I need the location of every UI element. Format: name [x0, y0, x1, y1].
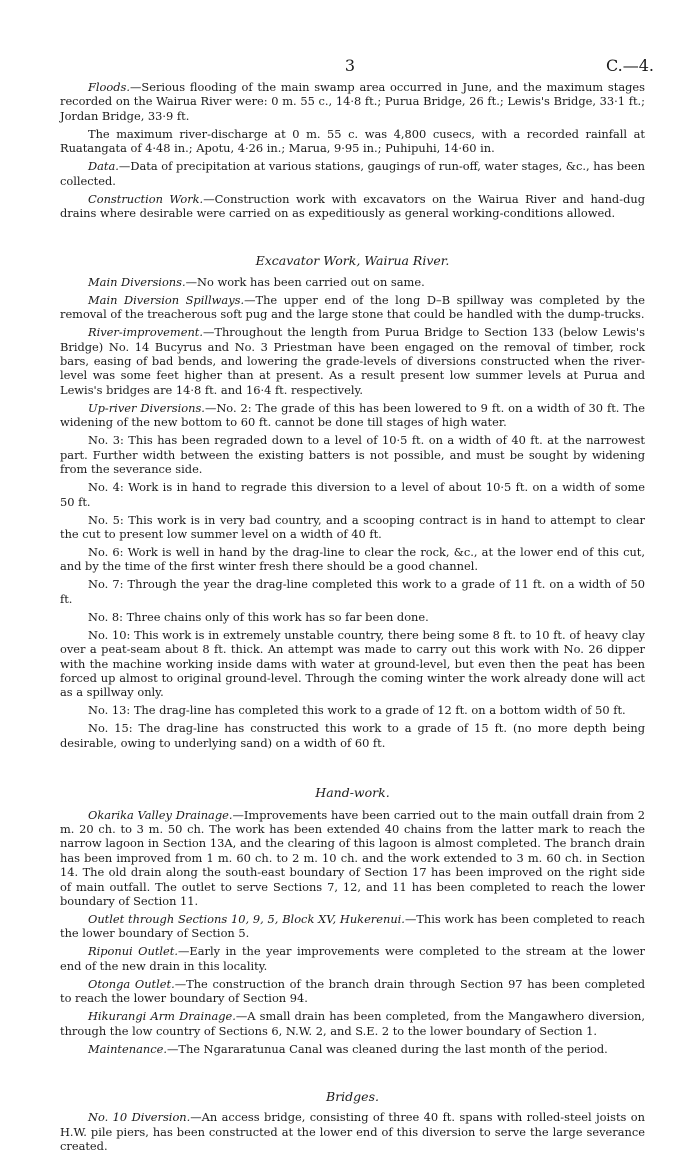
paragraph-text: No. 15: The drag-line has constructed this work to a grade of 15 ft. (no more depth being desirable, owing to underlying sand) on a width of 60 ft.: [60, 721, 645, 750]
paragraph-text: No. 6: Work is well in hand by the drag-line to clear the rock, &c., at the lower end of this cut, and by the time of the first winter fresh there should be a good channel.: [60, 544, 645, 574]
paragraph-text: —The upper end of the long D–B spillway was completed by the removal of the treacherous soft pug and the large stone that could be handled with the dump-trucks.: [60, 292, 645, 322]
paragraph-lead: Riponui Outlet.: [88, 944, 178, 959]
paragraph-lead: Hikurangi Arm Drainage.: [88, 1009, 236, 1024]
handwork-paragraph: [60, 977, 645, 1006]
paragraph-text: —This work has been completed to reach the lower boundary of Section 5.: [60, 912, 646, 941]
handwork-paragraph: [60, 1042, 645, 1056]
section-heading-handwork: Hand-work.: [315, 785, 390, 801]
paragraph-lead: Floods.: [88, 80, 131, 94]
paragraph-text: No. 4: Work is in hand to regrade this diversion to a level of about 10·5 ft. on a width of some 50 ft.: [60, 480, 645, 509]
paragraph-text: —Data of precipitation at various stations, gaugings of run-off, water stages, &c., has been collected.: [60, 159, 645, 188]
handwork-paragraph: [60, 912, 645, 941]
paragraph-text: —The construction of the branch drain through Section 97 has been completed to reach the lower boundary of Section 94.: [60, 976, 645, 1006]
paragraph-text: —Improvements have been carried out to the main outfall drain from 2 m. 20 ch. to 3 m. 50 ch. The work has been extended 40 chains from the latter mark to reach the narrow lagoon in Section 13A, and the clearing of this lagoon is almost completed. The branch drain has been improved from 1 m. 60 ch. to 2 m. 10 ch. and the work extended to 3 m. 60 ch. in Section 14. The old drain along the south-east boundary of Section 17 has been improved on the right side of main outfall. The outlet to serve Sections 7, 12, and 11 has been completed to reach the lower boundary of Section 11.: [60, 807, 645, 908]
page-number: 3: [344, 56, 356, 75]
paragraph-lead: River-improvement.: [88, 325, 203, 340]
excavator-paragraph: [60, 577, 645, 606]
paragraph-lead: Main Diversion Spillways.: [88, 292, 245, 307]
excavator-paragraph: [60, 480, 645, 509]
paragraph-lead: Construction Work.: [88, 191, 204, 206]
intro-paragraph: [60, 127, 645, 156]
paragraph-text: —No. 2: The grade of this has been lowered to 9 ft. on a width of 30 ft. The widening of the new bottom to 60 ft. cannot be done till stages of high water.: [60, 400, 645, 430]
intro-paragraph: [60, 159, 645, 188]
paragraph-text: No. 13: The drag-line has completed this work to a grade of 12 ft. on a bottom width of 50 ft.: [88, 703, 626, 718]
paragraph-text: —Construction work with excavators on the Wairua River and hand-dug drains where desirable were carried on as expeditiously as general working-conditions allowed.: [60, 191, 645, 221]
document-reference: C.—4.: [605, 56, 654, 75]
paragraph-lead: Main Diversions.: [88, 274, 186, 289]
excavator-paragraph: [60, 610, 645, 624]
excavator-paragraph: [60, 628, 645, 700]
paragraph-text: —A small drain has been completed, from the Mangawhero diversion, through the low country of Sections 6, N.W. 2, and S.E. 2 to the lower boundary of Section 1.: [60, 1009, 646, 1038]
intro-paragraph: [60, 192, 645, 221]
excavator-paragraph: [60, 433, 645, 476]
excavator-paragraph: [60, 545, 645, 574]
excavator-paragraph: [60, 721, 645, 750]
paragraph-text: —Serious flooding of the main swamp area occurred in June, and the maximum stages recorded on the Wairua River were: 0 m. 55 c., 14·8 ft.; Purua Bridge, 26 ft.; Lewis's Bridge, 33·1 ft.; Jordan Bridge, 33·9 ft.: [60, 80, 645, 123]
excavator-paragraph: [60, 325, 645, 397]
bridges-section: [60, 1110, 645, 1153]
paragraph-text: No. 3: This has been regraded down to a level of 10·5 ft. on a width of 40 ft. at the narrowest part. Further width between the existing batters is not possible, and must be sought by widening from the severance side.: [60, 433, 645, 477]
handwork-section: [60, 808, 645, 1056]
paragraph-lead: Otonga Outlet.: [88, 976, 175, 991]
paragraph-text: No. 8: Three chains only of this work has so far been done.: [88, 609, 429, 624]
handwork-paragraph: [60, 808, 645, 909]
page-body: [60, 80, 645, 1157]
handwork-paragraph: [60, 944, 645, 973]
paragraph-lead: No. 10 Diversion.: [88, 1110, 191, 1125]
paragraph-text: No. 7: Through the year the drag-line completed this work to a grade of 11 ft. on a width of 50 ft.: [60, 577, 645, 606]
excavator-paragraph: [60, 293, 645, 322]
paragraph-text: —No work has been carried out on same.: [185, 274, 425, 289]
excavator-paragraph: [60, 703, 645, 717]
paragraph-lead: Outlet through Sections 10, 9, 5, Block XV, Hukerenui.: [88, 912, 405, 926]
section-heading-excavator: Excavator Work, Wairua River.: [255, 253, 450, 269]
handwork-paragraph: [60, 1009, 645, 1038]
paragraph-text: No. 10: This work is in extremely unstable country, there being some 8 ft. to 10 ft. of heavy clay over a peat-seam about 8 ft. thick. An attempt was made to carry out this work with No. 26 dipper with the machine working inside dams with water at ground-level, but even then the peat has been forced up almost to original ground-level. Through the coming winter the work already done will act as a spillway only.: [60, 627, 645, 700]
excavator-paragraph: [60, 275, 645, 289]
paragraph-lead: Okarika Valley Drainage.: [88, 807, 233, 822]
excavator-section: [60, 275, 645, 750]
bridges-paragraph: [60, 1110, 645, 1153]
paragraph-text: —Early in the year improvements were completed to the stream at the lower end of the new drain in this locality.: [60, 944, 646, 973]
intro-paragraph: [60, 80, 645, 123]
paragraph-text: —An access bridge, consisting of three 40 ft. spans with rolled-steel joists on H.W. pile piers, has been constructed at the lower end of this diversion to serve the large severance created.: [60, 1110, 645, 1154]
paragraph-text: —Throughout the length from Purua Bridge to Section 133 (below Lewis's Bridge) No. 14 Bucyrus and No. 3 Priestman have been engaged on the removal of timber, rock bars, easing of bad bends, and lowering the grade-levels of diversions constructed when the river-level was some feet higher than at present. As a result present low summer levels at Purua and Lewis's bridges are 14·8 ft. and 16·4 ft. respectively.: [60, 325, 645, 397]
excavator-paragraph: [60, 513, 645, 542]
intro-section: [60, 80, 645, 220]
paragraph-lead: Maintenance.: [88, 1041, 167, 1056]
excavator-paragraph: [60, 401, 645, 430]
paragraph-text: The maximum river-discharge at 0 m. 55 c. was 4,800 cusecs, with a recorded rainfall at Ruatangata of 4·48 in.; Apotu, 4·26 in.; Marua, 9·95 in.; Puhipuhi, 14·60 in.: [60, 126, 645, 156]
paragraph-lead: Up-river Diversions.: [88, 400, 205, 415]
paragraph-lead: Data.: [88, 159, 119, 174]
paragraph-text: —The Ngararatunua Canal was cleaned during the last month of the period.: [166, 1041, 608, 1056]
section-heading-bridges: Bridges.: [326, 1089, 379, 1105]
paragraph-text: No. 5: This work is in very bad country, and a scooping contract is in hand to attempt to clear the cut to present low summer level on a width of 40 ft.: [60, 512, 645, 541]
